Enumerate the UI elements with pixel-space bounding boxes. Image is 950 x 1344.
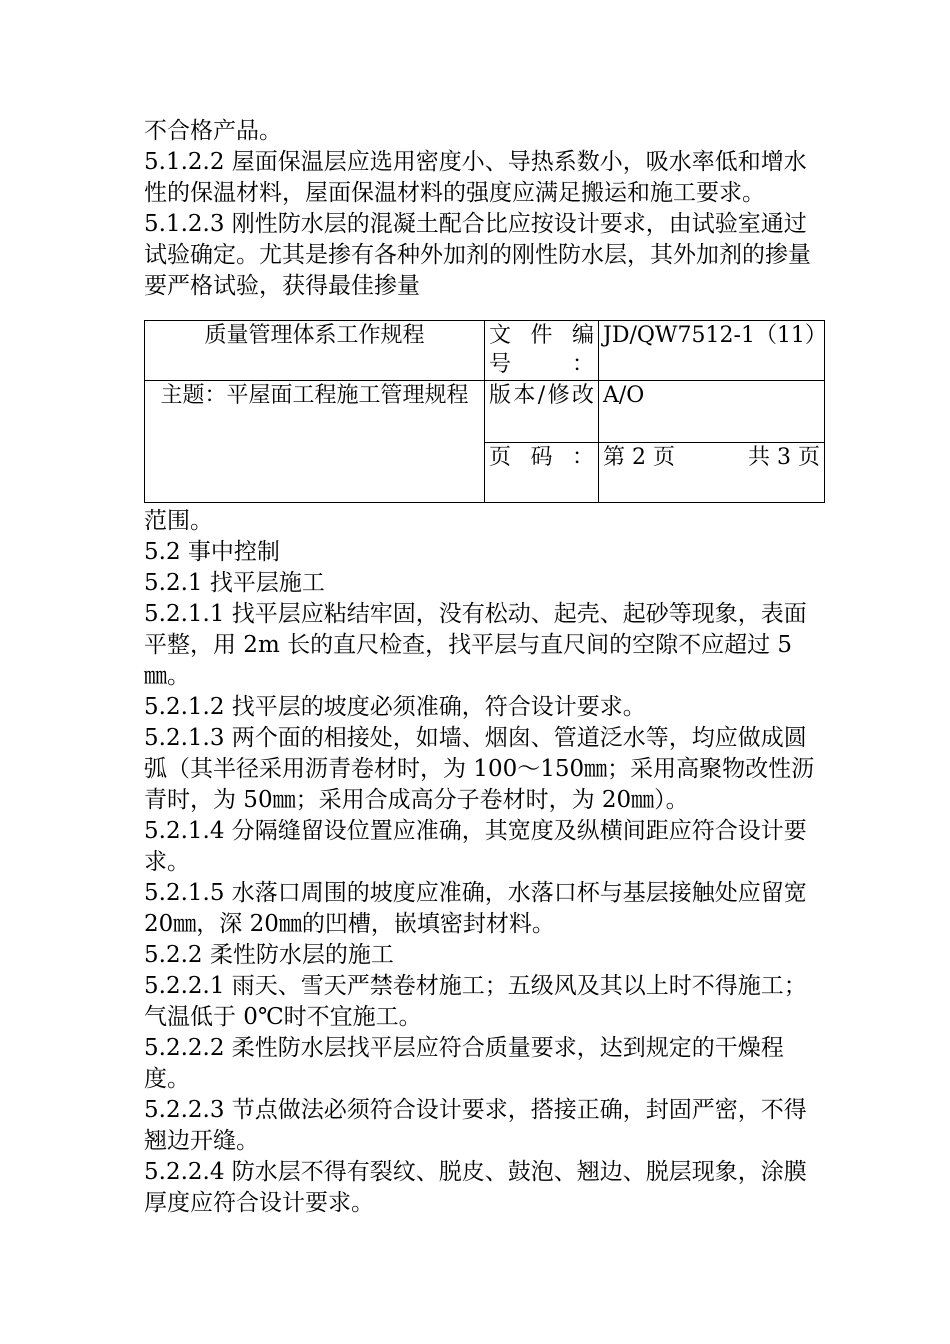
paragraph: 5.2.2.2 柔性防水层找平层应符合质量要求，达到规定的干燥程度。 [144, 1035, 784, 1092]
page-current: 第 2 页 [603, 445, 675, 470]
section-heading: 5.2.1 找平层施工 [144, 570, 325, 596]
section-heading: 5.2 事中控制 [144, 539, 280, 565]
version-value: A/O [599, 381, 825, 443]
subject-title: 主题：平屋面工程施工管理规程 [160, 383, 469, 408]
page-number-cell [599, 443, 825, 503]
main-text-block [144, 506, 824, 1219]
file-no-value: JD/QW7512-1（11） [599, 321, 825, 381]
top-text-block [144, 116, 824, 302]
document-header-table [144, 320, 825, 503]
paragraph: 范围。 [144, 508, 213, 534]
system-title-cell [145, 321, 485, 381]
paragraph: 5.1.2.3 刚性防水层的混凝土配合比应按设计要求，由试验室通过试验确定。尤其是掺有各种外加剂的刚性防水层，其外加剂的掺量要严格试验，获得最佳掺量 [144, 211, 811, 299]
paragraph: 5.2.1.3 两个面的相接处，如墙、烟囱、管道泛水等，均应做成圆弧（其半径采用沥青卷材时，为 100～150㎜；采用高聚物改性沥青时，为 50㎜；采用合成高分子卷材时，为 20㎜）。 [144, 725, 815, 813]
subject-cell [145, 381, 485, 503]
version-label: 版本/修改 [485, 381, 599, 443]
system-title: 质量管理体系工作规程 [204, 323, 425, 348]
paragraph: 5.2.1.1 找平层应粘结牢固，没有松动、起壳、起砂等现象，表面平整，用 2m 长的直尺检查，找平层与直尺间的空隙不应超过 5㎜。 [144, 601, 807, 689]
section-heading: 5.2.2 柔性防水层的施工 [144, 942, 394, 968]
page-total: 共 3 页 [748, 445, 820, 470]
file-no-label: 文件编号： [485, 321, 599, 381]
paragraph: 5.1.2.2 屋面保温层应选用密度小、导热系数小，吸水率低和增水性的保温材料，屋面保温材料的强度应满足搬运和施工要求。 [144, 149, 807, 206]
paragraph: 5.2.1.2 找平层的坡度必须准确，符合设计要求。 [144, 694, 646, 720]
paragraph: 5.2.2.1 雨天、雪天严禁卷材施工；五级风及其以上时不得施工；气温低于 0℃时不宜施工。 [144, 973, 807, 1030]
paragraph: 5.2.1.4 分隔缝留设位置应准确，其宽度及纵横间距应符合设计要求。 [144, 818, 807, 875]
paragraph: 不合格产品。 [144, 118, 282, 144]
paragraph: 5.2.2.3 节点做法必须符合设计要求，搭接正确，封固严密，不得翘边开缝。 [144, 1097, 807, 1154]
paragraph: 5.2.2.4 防水层不得有裂纹、脱皮、鼓泡、翘边、脱层现象，涂膜厚度应符合设计要求。 [144, 1159, 807, 1216]
page-label: 页码： [485, 443, 599, 503]
paragraph: 5.2.1.5 水落口周围的坡度应准确，水落口杯与基层接触处应留宽 20㎜，深 20㎜的凹槽，嵌填密封材料。 [144, 880, 807, 937]
